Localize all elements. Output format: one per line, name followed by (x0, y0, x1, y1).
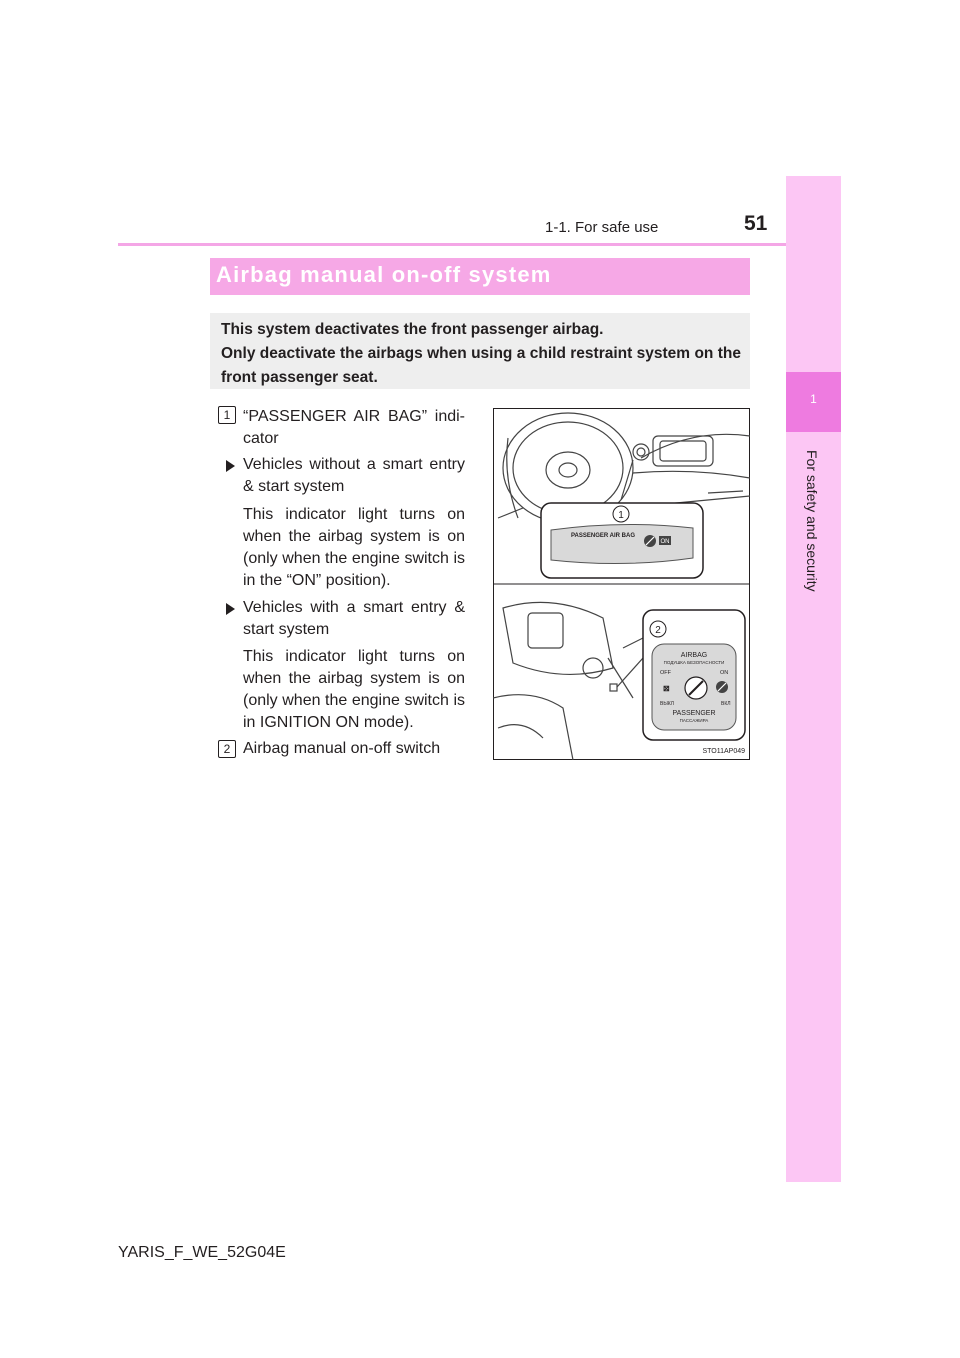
chapter-side-tab (786, 176, 841, 1182)
item-1-sub-2-heading: Vehicles with a smart entry & start system (243, 599, 465, 638)
intro-line-2: Only deactivate the airbags when using a child restraint system on the front passenger seat. (221, 345, 741, 386)
indicator-on-label: ON (660, 539, 670, 545)
switch-off-ru-label: ВЫКЛ (660, 701, 674, 707)
item-1-title-line-1: “PASSENGER AIR BAG” indi- (243, 408, 465, 425)
illustration-callout-1: 1 (618, 510, 624, 521)
item-2-badge: 2 (218, 740, 236, 758)
intro-line-1: This system deactivates the front passenger airbag. (221, 321, 604, 338)
switch-airbag-label: AIRBAG (680, 652, 708, 659)
chapter-number: 1 (810, 392, 817, 406)
item-1-title (243, 406, 465, 450)
switch-on-ru-label: ВКЛ (721, 701, 731, 707)
item-1-title-line-2: cator (243, 430, 279, 447)
bullet-triangle-icon (226, 603, 235, 615)
svg-text:⊠: ⊠ (663, 684, 670, 693)
illustration-callout-2: 2 (655, 625, 661, 636)
indicator-label: PASSENGER AIR BAG (571, 533, 636, 539)
bullet-triangle-icon (226, 460, 235, 472)
switch-passenger-ru-label: ПАССАЖИРА (679, 718, 709, 723)
section-title: Airbag manual on-off system (216, 262, 552, 287)
switch-on-label: ON (720, 670, 729, 676)
item-1-sub-1-heading: Vehicles without a smart entry & start system (243, 456, 465, 495)
item-1-sub-2-text: This indicator light turns on when the airbag system is on (only when the engine switch is in IGNITION ON mode). (243, 648, 465, 731)
switch-airbag-ru-label: ПОДУШКА БЕЗОПАСНОСТИ (663, 660, 725, 665)
item-1-sub-1-text: This indicator light turns on when the airbag system is on (only when the engine switch is in the “ON” position). (243, 506, 465, 589)
airbag-illustration (493, 408, 750, 760)
header-rule (118, 243, 840, 246)
intro-text (221, 318, 741, 390)
switch-off-label: OFF (660, 670, 671, 676)
item-1-badge: 1 (218, 406, 236, 424)
switch-passenger-label: PASSENGER (672, 710, 716, 717)
item-2-title: Airbag manual on-off switch (243, 740, 441, 757)
header-section-title: 1-1. For safe use (545, 219, 659, 236)
illustration-code: STO11AP049 (702, 748, 745, 755)
document-code-footer: YARIS_F_WE_52G04E (118, 1244, 286, 1261)
page-number: 51 (744, 212, 768, 235)
